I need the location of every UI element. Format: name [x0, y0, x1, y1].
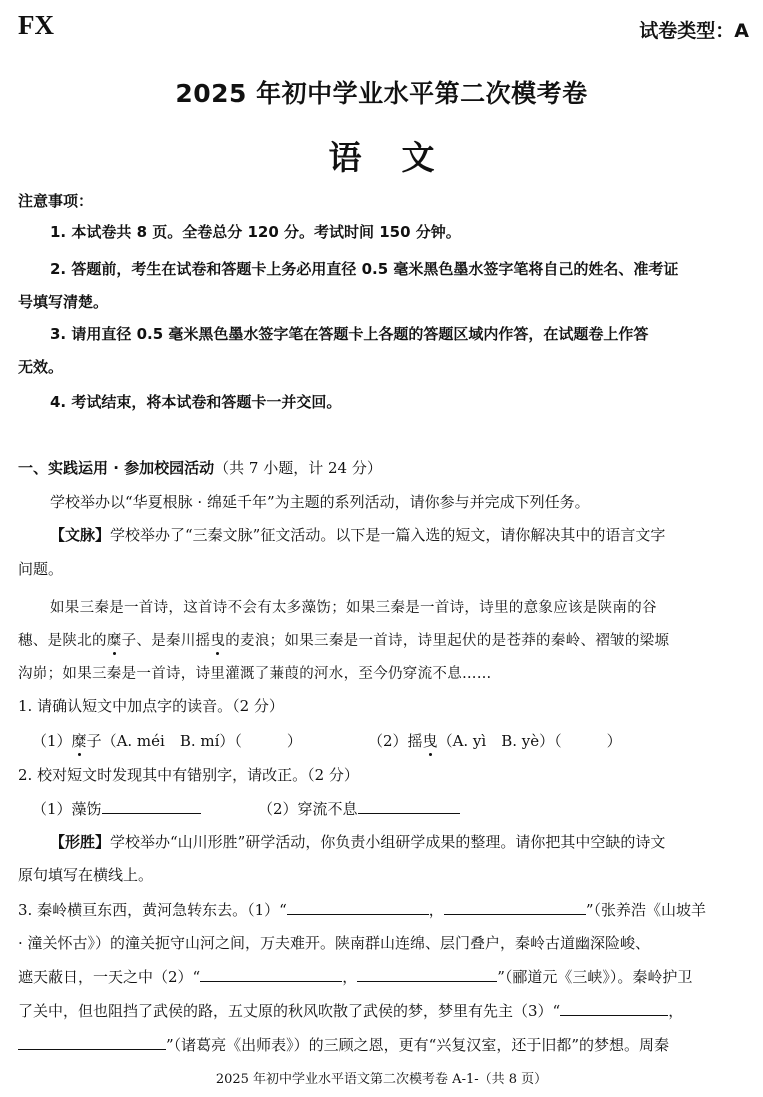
- q3-text: 遮天蔽日，一天之中（2）“: [18, 968, 201, 986]
- option-b-prefix: （2）摇: [368, 732, 423, 750]
- dotted-char-mi: 糜: [107, 629, 122, 650]
- section-1-title: 一、实践运用 · 参加校园活动: [18, 459, 215, 477]
- question-3-line-5: [18, 1034, 669, 1055]
- notice-item-1: 1. 本试卷共 8 页。全卷总分 120 分。考试时间 150 分钟。: [50, 223, 461, 241]
- option-a-dotted-char: 糜: [71, 732, 87, 750]
- question-1-option-b: [368, 730, 622, 751]
- answer-line[interactable]: [560, 1014, 668, 1016]
- paper-type-label: 试卷类型：A: [639, 20, 749, 42]
- notice-item-2: 2. 答题前，考生在试卷和答题卡上务必用直径 0.5 毫米黑色墨水签字笔将自己的姓名、准考证: [50, 260, 679, 278]
- xingsheng-text: 学校举办“山川形胜”研学活动，你负责小组研学成果的整理。请你把其中空缺的诗文: [110, 833, 666, 851]
- question-3-line-1: [18, 899, 706, 920]
- q3-text: ”（诸葛亮《出师表》）的三顾之恩，更有“兴复汉室，还于旧都”的梦想。周秦: [166, 1036, 670, 1054]
- answer-line[interactable]: [287, 913, 429, 915]
- question-1: 1. 请确认短文中加点字的读音。（2 分）: [18, 697, 284, 715]
- notice-item-3-cont: 无效。: [18, 358, 64, 376]
- page-footer: 2025 年初中学业水平语文第二次模考卷 A-1-（共 8 页）: [215, 1072, 548, 1087]
- passage-line-1: 如果三秦是一首诗，这首诗不会有太多藻饬；如果三秦是一首诗，诗里的意象应该是陕南的谷: [50, 600, 657, 616]
- question-3-line-3: [18, 966, 692, 987]
- section-1-intro: 学校举办以“华夏根脉 · 绵延千年”为主题的系列活动，请你参与并完成下列任务。: [50, 493, 590, 511]
- wenmai-paragraph-cont: 问题。: [18, 560, 64, 578]
- q3-text: ，: [342, 968, 358, 986]
- question-3-line-4: [18, 1000, 683, 1021]
- paper-code: FX: [18, 10, 54, 40]
- item-1-text: （1）藻饬: [32, 800, 102, 818]
- question-3-line-2: · 潼关怀古》）的潼关扼守山河之间，万夫难开。陕南群山连绵、层门叠户，秦岭古道幽深险峻、: [18, 934, 651, 952]
- passage-line-2: [18, 629, 669, 650]
- notice-item-4: 4. 考试结束，将本试卷和答题卡一并交回。: [50, 393, 342, 411]
- answer-line[interactable]: [444, 913, 586, 915]
- option-a-prefix: （1）: [32, 732, 72, 750]
- option-b-text: （A. yì B. yè）（ ）: [437, 732, 622, 750]
- answer-line[interactable]: [357, 980, 497, 982]
- dotted-char-ye: 曳: [210, 629, 225, 650]
- question-2: 2. 校对短文时发现其中有错别字，请改正。（2 分）: [18, 766, 359, 784]
- passage-text: 的麦浪；如果三秦是一首诗，诗里起伏的是苍莽的秦岭、褶皱的梁塬: [225, 633, 670, 649]
- option-b-dotted-char: 曳: [422, 732, 438, 750]
- question-2-item-2: [258, 798, 460, 819]
- passage-text: 穗、是陕北的: [18, 633, 107, 649]
- passage-line-3: 沟峁；如果三秦是一首诗，诗里灌溉了蒹葭的河水，至今仍穿流不息……: [18, 666, 492, 682]
- section-1-heading: [18, 457, 382, 478]
- exam-title: 2025 年初中学业水平第二次模考卷: [175, 79, 588, 108]
- notice-item-2-cont: 号填写清楚。: [18, 293, 109, 311]
- subject-title: 语文: [328, 138, 475, 177]
- option-a-text: 子（A. méi B. mí）（ ）: [86, 732, 302, 750]
- q3-text: 了关中，但也阻挡了武侯的路，五丈原的秋风吹散了武侯的梦，梦里有先主（3）“: [18, 1002, 561, 1020]
- notice-item-3: 3. 请用直径 0.5 毫米黑色墨水签字笔在答题卡上各题的答题区域内作答，在试题卷上作答: [50, 325, 649, 343]
- wenmai-tag: 【文脉】: [50, 526, 111, 544]
- xingsheng-paragraph: [50, 831, 665, 852]
- answer-line[interactable]: [200, 980, 342, 982]
- question-1-option-a: [32, 730, 302, 751]
- wenmai-text: 学校举办了“三秦文脉”征文活动。以下是一篇入选的短文，请你解决其中的语言文字: [110, 526, 666, 544]
- xingsheng-paragraph-cont: 原句填写在横线上。: [18, 866, 154, 884]
- q3-text: 3. 秦岭横亘东西，黄河急转东去。（1）“: [18, 901, 287, 919]
- passage-text: 子、是秦川摇: [121, 633, 211, 649]
- q3-text: ”（张养浩《山坡羊: [585, 901, 706, 919]
- answer-line[interactable]: [102, 812, 201, 814]
- section-1-score-note: （共 7 小题，计 24 分）: [214, 459, 382, 477]
- notice-heading: 注意事项：: [18, 192, 94, 210]
- q3-text: ，: [428, 901, 444, 919]
- wenmai-paragraph: [50, 524, 665, 545]
- xingsheng-tag: 【形胜】: [50, 833, 111, 851]
- q3-text: ”（郦道元《三峡》）。秦岭护卫: [497, 968, 693, 986]
- item-2-text: （2）穿流不息: [258, 800, 358, 818]
- q3-text: ，: [668, 1002, 684, 1020]
- answer-line[interactable]: [18, 1048, 166, 1050]
- question-2-item-1: [32, 798, 201, 819]
- answer-line[interactable]: [358, 812, 460, 814]
